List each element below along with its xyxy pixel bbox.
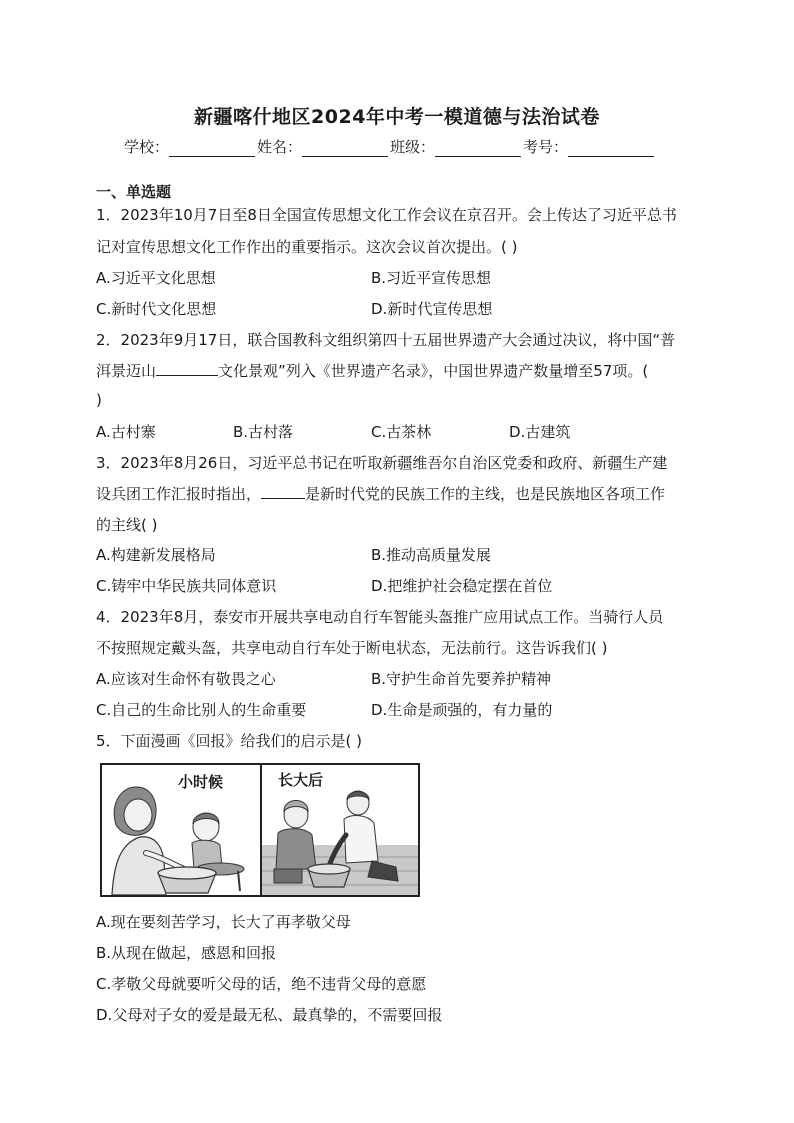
q2-option-d[interactable]: D.古建筑	[509, 423, 571, 441]
exam-number-blank[interactable]	[568, 140, 654, 157]
q5-option-b[interactable]: B.从现在做起，感恩和回报	[96, 944, 277, 962]
school-label: 学校：	[124, 138, 170, 156]
section-heading: 一、单选题	[96, 183, 172, 201]
q2-option-b[interactable]: B.古村落	[233, 423, 294, 441]
q3-stem-line1: 3．2023年8月26日，习近平总书记在听取新疆维吾尔自治区党委和政府、新疆生产建	[96, 454, 668, 472]
exam-title: 新疆喀什地区2024年中考一模道德与法治试卷	[194, 106, 600, 128]
q3-stem-line2-end: 是新时代党的民族工作的主线，也是民族地区各项工作	[305, 485, 666, 503]
name-label: 姓名：	[257, 138, 303, 156]
q3-option-b[interactable]: B.推动高质量发展	[371, 546, 492, 564]
q4-stem-line2: 不按照规定戴头盔，共享电动自行车处于断电状态，无法前行。这告诉我们( )	[96, 639, 608, 657]
cartoon-panel-childhood	[102, 765, 262, 895]
q5-stem-line1: 5．下面漫画《回报》给我们的启示是( )	[96, 732, 363, 750]
q3-option-a[interactable]: A.构建新发展格局	[96, 546, 216, 564]
q2-option-c[interactable]: C.古茶林	[371, 423, 432, 441]
q2-stem-line1: 2．2023年9月17日，联合国教科文组织第四十五届世界遗产大会通过决议，将中国“普	[96, 331, 676, 349]
cartoon-image	[100, 763, 420, 897]
q5-option-c[interactable]: C.孝敬父母就要听父母的话，绝不违背父母的意愿	[96, 975, 427, 993]
q2-stem-line2	[96, 360, 648, 381]
student-info-row	[124, 136, 656, 157]
class-blank[interactable]	[435, 140, 521, 157]
q1-option-b[interactable]: B.习近平宣传思想	[371, 269, 492, 287]
q1-option-d[interactable]: D.新时代宣传思想	[371, 300, 493, 318]
q2-option-a[interactable]: A.古村寨	[96, 423, 156, 441]
q2-stem-line3: )	[96, 391, 102, 409]
q4-option-c[interactable]: C.自己的生命比别人的生命重要	[96, 701, 307, 719]
q4-option-b[interactable]: B.守护生命首先要养护精神	[371, 670, 552, 688]
q3-option-c[interactable]: C.铸牢中华民族共同体意识	[96, 577, 277, 595]
q3-stem-line2	[96, 483, 665, 504]
cartoon-panel-grown-up-label: 长大后	[278, 771, 324, 789]
school-blank[interactable]	[169, 140, 255, 157]
q5-option-d[interactable]: D.父母对子女的爱是最无私、最真挚的，不需要回报	[96, 1006, 443, 1024]
q4-option-a[interactable]: A.应该对生命怀有敬畏之心	[96, 670, 276, 688]
q4-option-d[interactable]: D.生命是顽强的，有力量的	[371, 701, 553, 719]
q3-stem-line3: 的主线( )	[96, 516, 158, 534]
q1-stem-line1: 1．2023年10月7日至8日全国宣传思想文化工作会议在京召开。会上传达了习近平总书	[96, 206, 677, 224]
q3-option-d[interactable]: D.把维护社会稳定摆在首位	[371, 577, 553, 595]
name-blank[interactable]	[302, 140, 388, 157]
q2-stem-line2-start: 洱景迈山	[96, 362, 157, 380]
q3-fill-blank	[261, 484, 305, 499]
class-label: 班级：	[390, 138, 436, 156]
q1-option-a[interactable]: A.习近平文化思想	[96, 269, 216, 287]
q1-stem-line2: 记对宣传思想文化工作作出的重要指示。这次会议首次提出。( )	[96, 238, 518, 256]
q1-option-c[interactable]: C.新时代文化思想	[96, 300, 217, 318]
exam-number-label: 考号：	[523, 138, 569, 156]
cartoon-panel-grown-up	[262, 765, 418, 895]
q4-stem-line1: 4．2023年8月，泰安市开展共享电动自行车智能头盔推广应用试点工作。当骑行人员	[96, 608, 664, 626]
q5-option-a[interactable]: A.现在要刻苦学习，长大了再孝敬父母	[96, 913, 351, 931]
cartoon-panel-childhood-label: 小时候	[178, 773, 224, 791]
q2-stem-line2-end: 文化景观”列入《世界遗产名录》，中国世界遗产数量增至57项。(	[218, 362, 649, 380]
q2-fill-blank	[156, 361, 218, 376]
q3-stem-line2-start: 设兵团工作汇报时指出，	[96, 485, 262, 503]
